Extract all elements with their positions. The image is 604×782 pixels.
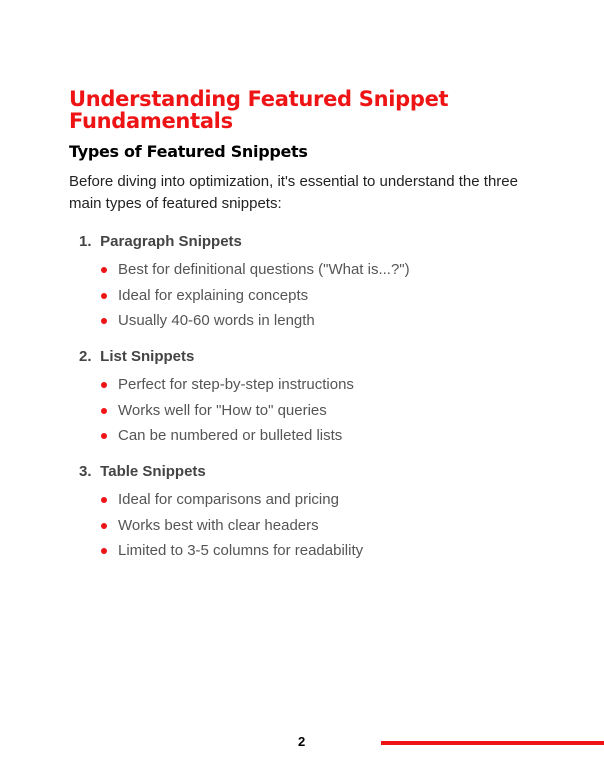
list-item-text: Usually 40-60 words in length [118, 312, 315, 329]
section-heading-text: List Snippets [100, 348, 195, 365]
footer-accent-bar [381, 741, 604, 745]
page-title: Understanding Featured Snippet Fundamentals [69, 87, 449, 133]
list-item-text: Works best with clear headers [118, 516, 319, 534]
list-item-text: Works well for "How to" queries [118, 401, 327, 419]
section-heading [79, 461, 363, 487]
list-item-text: Can be numbered or bulleted lists [118, 427, 343, 444]
bullet-icon [101, 548, 107, 554]
bullet-icon [101, 408, 107, 414]
list-item [101, 308, 410, 334]
section-subtitle: Types of Featured Snippets [69, 142, 308, 161]
bullet-icon [101, 523, 107, 529]
list-item-text: Best for definitional questions ("What is...?") [118, 261, 410, 278]
bullet-icon [101, 497, 107, 503]
section-heading [79, 346, 354, 372]
section-number: 2. [79, 348, 92, 365]
list-item [101, 398, 354, 424]
list-item [101, 487, 363, 513]
numbered-section [79, 461, 363, 564]
list-item-text: Perfect for step-by-step instructions [118, 376, 354, 393]
list-item-text: Ideal for comparisons and pricing [118, 491, 339, 508]
bullet-list [79, 372, 354, 449]
bullet-icon [101, 267, 107, 273]
numbered-section [79, 231, 410, 334]
list-item [101, 257, 410, 283]
bullet-icon [101, 318, 107, 324]
bullet-list [79, 487, 363, 564]
bullet-icon [101, 293, 107, 299]
list-item [101, 283, 410, 309]
section-heading-text: Table Snippets [100, 463, 206, 480]
list-item-text: Ideal for explaining concepts [118, 286, 309, 304]
list-item [101, 538, 363, 564]
list-item [101, 423, 354, 449]
page-number: 2 [298, 734, 306, 749]
bullet-icon [101, 382, 107, 388]
numbered-section [79, 346, 354, 449]
section-number: 1. [79, 233, 92, 250]
bullet-list [79, 257, 410, 334]
list-item [101, 513, 363, 539]
list-item [101, 372, 354, 398]
section-heading [79, 231, 410, 257]
section-number: 3. [79, 463, 92, 480]
bullet-icon [101, 433, 107, 439]
intro-paragraph: Before diving into optimization, it's essential to understand the three main types of featured snippets: [69, 173, 518, 212]
section-heading-text: Paragraph Snippets [100, 233, 242, 250]
list-item-text: Limited to 3-5 columns for readability [118, 542, 364, 559]
